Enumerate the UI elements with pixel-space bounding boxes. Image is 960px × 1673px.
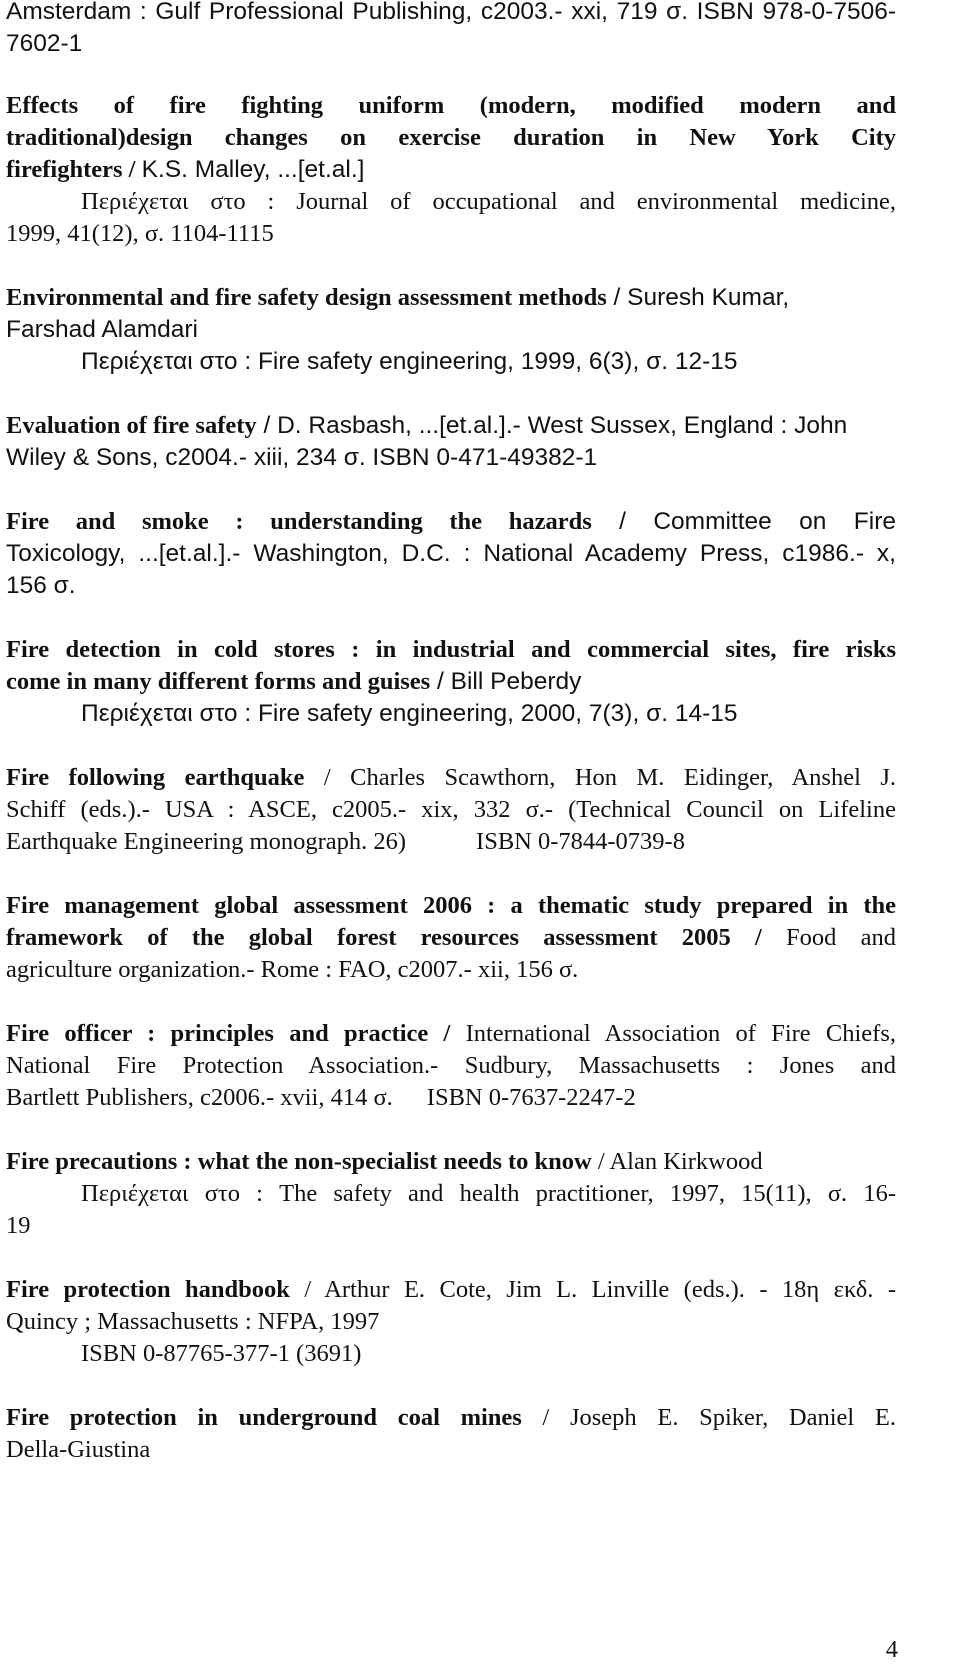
entry-details: / D. Rasbash, ...[et.al.].- West Sussex, England : John: [256, 412, 848, 439]
entry-details: / Joseph E. Spiker, Daniel E.: [521, 1404, 896, 1431]
entry-details: / Bill Peberdy: [430, 668, 582, 695]
entry-details: / Alan Kirkwood: [591, 1148, 763, 1175]
bibliography-entry: [6, 90, 896, 250]
entry-details: / Arthur E. Cote, Jim L. Linville (eds.). - 18η εκδ. -: [289, 1276, 897, 1303]
entry-details: Schiff (eds.).- USA : ASCE, c2005.- xix, 332 σ.- (Technical Council on Lifeline: [6, 796, 896, 823]
bibliography-entry: [6, 282, 896, 378]
entry-isbn: ISBN 0-7637-2247-2: [426, 1084, 636, 1111]
entry-details: Bartlett Publishers, c2006.- xvii, 414 σ.: [6, 1084, 393, 1111]
entry-title: Effects of fire fighting uniform (modern, modified modern and: [6, 92, 896, 119]
entry-title: Fire protection in underground coal mines: [6, 1404, 522, 1431]
entry-title: Fire detection in cold stores : in industrial and commercial sites, fire risks: [6, 636, 896, 663]
entry-title: Fire protection handbook: [6, 1276, 290, 1303]
page-number: 4: [885, 1636, 898, 1663]
entry-details: Farshad Alamdari: [6, 316, 199, 343]
entry-details: Quincy ; Massachusetts : NFPA, 1997: [6, 1308, 380, 1335]
entry-title: Fire officer : principles and practice /: [6, 1020, 451, 1047]
entry-title: framework of the global forest resources assessment 2005 /: [6, 924, 762, 951]
entry-title: traditional)design changes on exercise duration in New York City: [6, 124, 896, 151]
entry-title: Fire and smoke : understanding the hazards: [6, 508, 592, 535]
entry-details: Toxicology, ...[et.al.].- Washington, D.C. : National Academy Press, c1986.- x,: [6, 540, 896, 567]
entry-details: / Committee on Fire: [591, 508, 896, 535]
entry-details: Wiley & Sons, c2004.- xiii, 234 σ. ISBN 0-471-49382-1: [6, 444, 598, 471]
entry-isbn: ISBN 0-87765-377-1 (3691): [81, 1340, 362, 1367]
entry-details: Della-Giustina: [6, 1436, 151, 1463]
entry-authors: K.S. Malley, ...[et.al.]: [141, 156, 365, 183]
bibliography-entry: [6, 634, 896, 730]
entry-title: come in many different forms and guises: [6, 668, 431, 695]
entry-contained-in-cont: 19: [6, 1212, 31, 1239]
entry-contained-in: Περιέχεται στο : The safety and health practitioner, 1997, 15(11), σ. 16-: [81, 1180, 896, 1207]
entry-title: Fire following earthquake: [6, 764, 305, 791]
entry-details: National Fire Protection Association.- Sudbury, Massachusetts : Jones and: [6, 1052, 896, 1079]
entry-details: agriculture organization.- Rome : FAO, c2007.- xii, 156 σ.: [6, 956, 579, 983]
entry-title: firefighters /: [6, 156, 142, 183]
bibliography-entry: [6, 410, 896, 474]
bibliography-entry: [6, 506, 896, 602]
entry-continuation: [6, 0, 896, 60]
bibliography-entry: [6, 1146, 896, 1242]
entry-title: Environmental and fire safety design assessment methods: [6, 284, 607, 311]
bibliography-entry: [6, 762, 896, 858]
entry-details: / Suresh Kumar,: [606, 284, 790, 311]
entry-contained-in: Περιέχεται στο : Fire safety engineering, 1999, 6(3), σ. 12-15: [81, 348, 738, 375]
entry-line: Amsterdam : Gulf Professional Publishing, c2003.- xxi, 719 σ. ISBN 978-0-7506-: [6, 0, 896, 25]
entry-title: Fire precautions : what the non-specialist needs to know: [6, 1148, 592, 1175]
entry-details: Earthquake Engineering monograph. 26): [6, 828, 407, 855]
entry-details: Food and: [761, 924, 897, 951]
bibliography-entry: [6, 1402, 896, 1466]
bibliography-entry: [6, 890, 896, 986]
entry-details: 156 σ.: [6, 572, 76, 599]
entry-title: Evaluation of fire safety: [6, 412, 257, 439]
entry-contained-in-cont: 1999, 41(12), σ. 1104-1115: [6, 220, 274, 247]
entry-title: Fire management global assessment 2006 : a thematic study prepared in the: [6, 892, 896, 919]
entry-isbn: ISBN 0-7844-0739-8: [476, 828, 685, 855]
entry-details: International Association of Fire Chiefs,: [450, 1020, 896, 1047]
entry-contained-in: Περιέχεται στο : Fire safety engineering, 2000, 7(3), σ. 14-15: [81, 700, 738, 727]
bibliography-entry: [6, 1274, 896, 1370]
bibliography-entry: [6, 1018, 896, 1114]
entry-details: / Charles Scawthorn, Hon M. Eidinger, Anshel J.: [304, 764, 896, 791]
entry-line: 7602-1: [6, 30, 83, 57]
entry-contained-in: Περιέχεται στο : Journal of occupational and environmental medicine,: [81, 188, 896, 215]
